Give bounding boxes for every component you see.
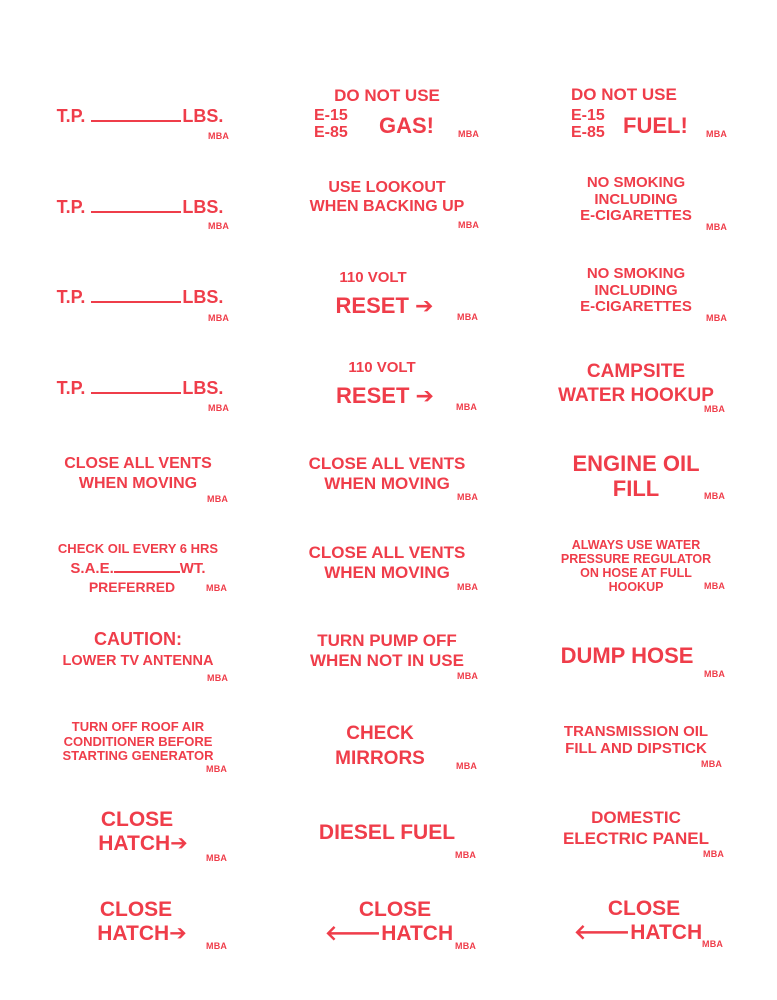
mba-mark: MBA	[704, 404, 726, 414]
tp-suffix: LBS.	[182, 378, 224, 398]
label-regulator	[511, 532, 761, 618]
label-close-hatch-left-2	[511, 892, 761, 978]
label-transmission	[511, 712, 761, 798]
arrow-left-icon: 🡐	[324, 922, 382, 946]
dump-hose-text: DUMP HOSE	[560, 643, 694, 668]
label-pump	[262, 622, 512, 708]
label-backing-up	[262, 170, 512, 256]
backing-line-2: WHEN BACKING UP	[309, 198, 465, 216]
vents-line-1: CLOSE ALL VENTS	[64, 455, 212, 472]
tp-prefix: T.P.	[56, 287, 86, 307]
label-no-smoking-2	[511, 260, 761, 346]
engine-oil-line-2: FILL	[612, 475, 660, 501]
check-oil-preferred: PREFERRED	[88, 579, 176, 595]
label-dump-hose	[511, 622, 761, 708]
tp-suffix: LBS.	[182, 287, 224, 307]
transmission-line-1: TRANSMISSION OIL	[563, 723, 709, 740]
reset-word: RESET	[335, 293, 409, 318]
mba-mark: MBA	[458, 220, 480, 230]
label-mirrors	[262, 712, 512, 798]
check-oil-line-1: CHECK OIL EVERY 6 HRS	[57, 541, 219, 556]
reset-volt: 110 VOLT	[339, 269, 407, 286]
mba-mark: MBA	[206, 764, 228, 774]
fuel-title: DO NOT USE	[334, 86, 440, 105]
mba-mark: MBA	[457, 492, 479, 502]
engine-oil-line-1: ENGINE OIL	[572, 451, 700, 476]
mba-mark: MBA	[208, 313, 230, 323]
label-diesel-fuel	[262, 802, 512, 888]
label-reset-2	[262, 350, 512, 436]
hatch-word: HATCH	[98, 832, 171, 856]
roof-air-line-3: STARTING GENERATOR	[62, 748, 214, 764]
roof-air-line-2: CONDITIONER BEFORE	[63, 733, 213, 749]
arrow-right-icon: ➔	[169, 922, 187, 946]
no-smoking-line-2: INCLUDING	[594, 281, 678, 299]
vents-line-1: CLOSE ALL VENTS	[308, 543, 466, 562]
mba-mark: MBA	[207, 673, 229, 683]
pump-line-1: TURN PUMP OFF	[317, 631, 457, 650]
caution-line-2: LOWER TV ANTENNA	[62, 653, 214, 669]
mba-mark: MBA	[207, 494, 229, 504]
tp-blank-line	[91, 106, 181, 122]
domestic-line-2: ELECTRIC PANEL	[562, 829, 710, 849]
label-engine-oil	[511, 442, 761, 528]
hatch-word: HATCH	[630, 921, 703, 945]
arrow-right-icon: ➔	[415, 383, 434, 408]
no-smoking-line-2: INCLUDING	[594, 190, 678, 208]
close-word: CLOSE	[99, 898, 173, 921]
hatch-word: HATCH	[97, 922, 170, 946]
label-caution-antenna	[13, 622, 263, 708]
arrow-right-icon: ➔	[170, 832, 188, 856]
mba-mark: MBA	[455, 850, 477, 860]
tp-prefix: T.P.	[56, 197, 86, 217]
mba-mark: MBA	[206, 583, 228, 593]
label-vents-1	[13, 442, 263, 528]
fuel-grade-1: E-15	[314, 107, 348, 124]
mba-mark: MBA	[206, 941, 228, 951]
mba-mark: MBA	[208, 221, 230, 231]
check-oil-wt: WT.	[179, 560, 206, 577]
fuel-title: DO NOT USE	[571, 85, 677, 104]
label-campsite	[511, 350, 761, 436]
fuel-grade-2: E-85	[314, 123, 348, 141]
mba-mark: MBA	[702, 939, 724, 949]
hatch-word: HATCH	[381, 922, 454, 946]
label-vents-3	[262, 532, 512, 618]
campsite-line-2: WATER HOOKUP	[558, 384, 714, 406]
regulator-line-1: ALWAYS USE WATER	[571, 538, 701, 552]
reset-volt: 110 VOLT	[348, 359, 416, 376]
diesel-text: DIESEL FUEL	[318, 821, 456, 844]
regulator-line-4: HOOKUP	[608, 580, 664, 594]
mba-mark: MBA	[206, 853, 228, 863]
roof-air-line-1: TURN OFF ROOF AIR	[71, 719, 205, 734]
mba-mark: MBA	[706, 313, 728, 323]
mirrors-line-2: MIRRORS	[335, 747, 425, 769]
check-oil-sae: S.A.E.	[70, 560, 114, 577]
arrow-right-icon: ➔	[415, 293, 434, 318]
fuel-grade-2: E-85	[571, 123, 605, 141]
mba-mark: MBA	[457, 312, 479, 322]
mba-mark: MBA	[701, 759, 723, 769]
mba-mark: MBA	[704, 669, 726, 679]
label-no-e15-fuel	[511, 80, 761, 166]
vents-line-2: WHEN MOVING	[324, 474, 450, 494]
label-close-hatch-right-2	[13, 892, 263, 978]
vents-line-2: WHEN MOVING	[78, 475, 198, 492]
label-no-smoking-1	[511, 170, 761, 256]
mba-mark: MBA	[704, 491, 726, 501]
label-vents-2	[262, 442, 512, 528]
transmission-line-2: FILL AND DIPSTICK	[565, 740, 707, 758]
reset-word: RESET	[336, 383, 410, 408]
close-word: CLOSE	[100, 808, 174, 831]
mba-mark: MBA	[208, 403, 230, 413]
no-smoking-line-3: E-CIGARETTES	[580, 298, 692, 315]
label-close-hatch-right-1	[13, 802, 263, 888]
mba-mark: MBA	[703, 849, 725, 859]
regulator-line-2: PRESSURE REGULATOR	[560, 552, 712, 566]
mirrors-line-1: CHECK	[346, 723, 414, 744]
tp-blank-line	[91, 287, 181, 303]
regulator-line-3: ON HOSE AT FULL	[580, 566, 692, 580]
domestic-line-1: DOMESTIC	[591, 808, 681, 827]
label-check-oil	[13, 532, 263, 618]
mba-mark: MBA	[455, 941, 477, 951]
arrow-left-icon: 🡐	[573, 921, 631, 945]
label-reset-1	[262, 260, 512, 346]
label-close-hatch-left-1	[262, 892, 512, 978]
fuel-fuel-word: FUEL!	[623, 113, 688, 138]
mba-mark: MBA	[706, 222, 728, 232]
tp-prefix: T.P.	[56, 378, 86, 398]
sae-blank-line	[114, 559, 180, 573]
mba-mark: MBA	[457, 671, 479, 681]
label-domestic-panel	[511, 802, 761, 888]
tp-suffix: LBS.	[182, 197, 224, 217]
pump-line-2: WHEN NOT IN USE	[310, 651, 464, 671]
no-smoking-line-1: NO SMOKING	[586, 174, 686, 191]
label-no-e15-gas	[262, 80, 512, 166]
label-tp-2	[15, 170, 265, 256]
fuel-gas-word: GAS!	[379, 113, 434, 138]
mba-mark: MBA	[706, 129, 728, 139]
label-roof-air	[13, 712, 263, 798]
mba-mark: MBA	[458, 129, 480, 139]
tp-suffix: LBS.	[182, 106, 224, 126]
no-smoking-line-3: E-CIGARETTES	[580, 207, 692, 224]
no-smoking-line-1: NO SMOKING	[586, 265, 686, 282]
tp-blank-line	[91, 378, 181, 394]
label-tp-1	[15, 80, 265, 166]
campsite-line-1: CAMPSITE	[586, 361, 686, 382]
fuel-grade-1: E-15	[571, 107, 605, 124]
tp-prefix: T.P.	[56, 106, 86, 126]
tp-blank-line	[91, 197, 181, 213]
label-tp-3	[15, 260, 265, 346]
mba-mark: MBA	[704, 581, 726, 591]
close-word: CLOSE	[358, 898, 432, 921]
backing-line-1: USE LOOKOUT	[328, 179, 446, 196]
vents-line-2: WHEN MOVING	[324, 563, 450, 583]
mba-mark: MBA	[456, 761, 478, 771]
label-tp-4	[15, 350, 265, 436]
close-word: CLOSE	[607, 897, 681, 920]
vents-line-1: CLOSE ALL VENTS	[308, 454, 466, 473]
mba-mark: MBA	[208, 131, 230, 141]
mba-mark: MBA	[457, 582, 479, 592]
caution-line-1: CAUTION:	[94, 629, 182, 649]
mba-mark: MBA	[456, 402, 478, 412]
